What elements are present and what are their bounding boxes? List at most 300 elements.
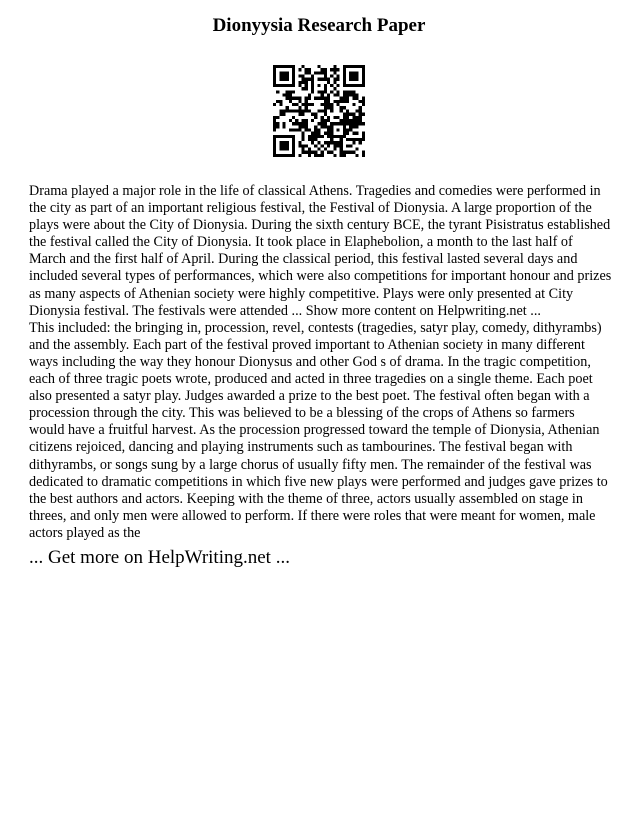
qr-module [302,65,305,68]
qr-module [346,113,349,116]
qr-module [286,109,289,112]
qr-module [333,65,336,68]
qr-module [286,71,289,74]
qr-module [311,141,314,144]
qr-module [336,141,339,144]
qr-module [359,100,362,103]
qr-module [336,135,339,138]
qr-module [321,68,324,71]
qr-module [273,154,276,157]
qr-module [295,109,298,112]
qr-module [324,78,327,81]
qr-module [359,138,362,141]
qr-module [349,113,352,116]
qr-module [321,97,324,100]
qr-module [330,141,333,144]
qr-module [311,151,314,154]
qr-module [292,81,295,84]
qr-module [327,78,330,81]
qr-module [321,154,324,157]
qr-module [321,122,324,125]
qr-module [349,128,352,131]
qr-module [359,141,362,144]
qr-module [302,119,305,122]
qr-module [355,65,358,68]
qr-module [279,109,282,112]
qr-module [302,81,305,84]
qr-module [298,109,301,112]
qr-module [352,97,355,100]
qr-module [330,151,333,154]
article-body [29,183,613,542]
qr-module [352,141,355,144]
qr-module [283,122,286,125]
qr-module [308,94,311,97]
qr-module [292,154,295,157]
qr-module [305,151,308,154]
qr-module [314,125,317,128]
qr-module [327,141,330,144]
qr-module [302,151,305,154]
qr-module [346,151,349,154]
qr-module [355,122,358,125]
qr-module [273,128,276,131]
qr-module [292,151,295,154]
qr-module [283,78,286,81]
qr-module [317,147,320,150]
qr-module [327,94,330,97]
qr-module [273,138,276,141]
qr-module [343,71,346,74]
qr-module [340,109,343,112]
qr-module [279,147,282,150]
qr-module [333,100,336,103]
qr-module [349,119,352,122]
qr-module [314,151,317,154]
qr-module [324,113,327,116]
qr-module [292,144,295,147]
qr-module [302,103,305,106]
qr-module [321,78,324,81]
qr-module [359,84,362,87]
qr-module [317,122,320,125]
qr-module [302,132,305,135]
qr-module [324,97,327,100]
qr-module [362,122,365,125]
qr-module [289,90,292,93]
qr-module [330,138,333,141]
qr-module [273,68,276,71]
qr-module [286,65,289,68]
qr-module [349,125,352,128]
qr-module [273,65,276,68]
qr-module [340,144,343,147]
qr-module [362,138,365,141]
qr-module [336,128,339,131]
qr-module [346,128,349,131]
qr-module [279,100,282,103]
qr-module [289,154,292,157]
qr-module [333,71,336,74]
qr-module [324,71,327,74]
qr-module [314,154,317,157]
qr-module [292,84,295,87]
qr-module [305,125,308,128]
qr-module [346,122,349,125]
qr-module [279,141,282,144]
qr-module [298,125,301,128]
qr-module [324,68,327,71]
qr-module [292,116,295,119]
qr-module [292,122,295,125]
qr-module [359,116,362,119]
qr-module [330,132,333,135]
qr-module [352,125,355,128]
qr-module [330,75,333,78]
qr-module [314,71,317,74]
qr-module [343,151,346,154]
qr-module [317,78,320,81]
qr-module [283,94,286,97]
qr-module [298,144,301,147]
qr-module [286,141,289,144]
qr-module [289,135,292,138]
qr-module [317,90,320,93]
qr-module [324,119,327,122]
qr-module [305,97,308,100]
qr-module [336,144,339,147]
qr-module [359,65,362,68]
qr-module [292,138,295,141]
qr-module [279,84,282,87]
qr-module [352,84,355,87]
qr-module [330,106,333,109]
qr-module [352,119,355,122]
qr-module [317,65,320,68]
qr-module [289,94,292,97]
qr-module [359,119,362,122]
qr-module [308,103,311,106]
qr-module [295,103,298,106]
qr-module [324,90,327,93]
qr-module [346,116,349,119]
qr-module [343,132,346,135]
qr-module [308,147,311,150]
qr-module [349,138,352,141]
qr-module [343,119,346,122]
qr-module [346,144,349,147]
qr-module [289,109,292,112]
qr-module [311,75,314,78]
qr-module [279,71,282,74]
qr-module [359,106,362,109]
qr-module [362,113,365,116]
qr-module [362,154,365,157]
qr-module [362,81,365,84]
qr-module [279,135,282,138]
qr-module [346,100,349,103]
qr-module [273,103,276,106]
qr-module [311,119,314,122]
qr-module [295,119,298,122]
qr-module [292,135,295,138]
qr-module [273,135,276,138]
qr-module [302,147,305,150]
qr-module [286,94,289,97]
qr-module [336,78,339,81]
qr-module [317,109,320,112]
qr-module [311,90,314,93]
qr-module [273,141,276,144]
qr-module [308,138,311,141]
qr-module [362,97,365,100]
qr-module [327,132,330,135]
qr-module [283,135,286,138]
qr-module [362,100,365,103]
qr-module [292,75,295,78]
qr-module [273,147,276,150]
qr-module [352,78,355,81]
qr-module [317,135,320,138]
qr-module [352,151,355,154]
qr-module [276,116,279,119]
qr-module [279,65,282,68]
qr-module [330,122,333,125]
qr-module [273,75,276,78]
qr-module [340,147,343,150]
qr-module [305,100,308,103]
qr-module [292,78,295,81]
qr-module [343,154,346,157]
qr-module [273,71,276,74]
qr-module [276,90,279,93]
qr-module [308,109,311,112]
qr-module [324,141,327,144]
qr-module [298,106,301,109]
qr-module [349,65,352,68]
qr-module [343,135,346,138]
qr-module [346,138,349,141]
qr-module [276,65,279,68]
qr-module [321,71,324,74]
qr-module [336,75,339,78]
qr-module [295,122,298,125]
qr-module [286,147,289,150]
qr-module [279,103,282,106]
qr-module [279,78,282,81]
qr-module [286,84,289,87]
qr-module [302,109,305,112]
qr-module [289,65,292,68]
qr-module [346,132,349,135]
qr-module [321,116,324,119]
qr-module [355,147,358,150]
qr-module [276,122,279,125]
qr-module [283,147,286,150]
qr-module [327,119,330,122]
qr-module [327,103,330,106]
qr-module [346,119,349,122]
qr-module [352,122,355,125]
qr-module [279,75,282,78]
qr-module [298,81,301,84]
qr-module [362,65,365,68]
qr-module [346,65,349,68]
qr-module [359,122,362,125]
qr-module [333,94,336,97]
qr-module [314,116,317,119]
qr-module [289,128,292,131]
qr-module [343,90,346,93]
qr-module [311,78,314,81]
qr-module [302,87,305,90]
qr-module [289,97,292,100]
qr-module [346,90,349,93]
qr-module [343,125,346,128]
qr-module [286,78,289,81]
qr-module [305,68,308,71]
qr-module [343,84,346,87]
qr-module [314,144,317,147]
qr-module [283,75,286,78]
qr-module [355,125,358,128]
qr-module [355,78,358,81]
qr-module [352,138,355,141]
qr-module [333,154,336,157]
qr-module [343,65,346,68]
qr-module [349,144,352,147]
qr-module [286,106,289,109]
qr-module [362,103,365,106]
qr-module [336,84,339,87]
qr-module [346,84,349,87]
qr-module [302,144,305,147]
qr-module [340,119,343,122]
qr-module [311,103,314,106]
qr-module [276,125,279,128]
qr-module [305,87,308,90]
qr-module [289,119,292,122]
qr-module [346,97,349,100]
qr-module [359,109,362,112]
qr-module [333,78,336,81]
qr-module [273,144,276,147]
qr-module [302,78,305,81]
qr-module [305,106,308,109]
qr-module [305,103,308,106]
qr-module [324,84,327,87]
qr-module [352,94,355,97]
qr-module [298,141,301,144]
qr-module [355,71,358,74]
qr-module [333,135,336,138]
paragraph-1: Drama played a major role in the life of classical Athens. Tragedies and comedies were performed in the city as part of an important religious festival, the Festival of Dionysia. A large proportion of the plays were about the City of Dionysia. During the sixth century BCE, the tyrant Pisistratus established the festival called the City of Dionysia. It took place in Elaphebolion, a month to the last half of March and the first half of April. During the classical period, this festival lasted several days and included several types of performances, which were also competitions for important honour and prizes as many aspects of Athenian society were highly competitive. Plays were only presented at City Dionysia festival. The festivals were attended ... Show more content on Helpwriting.net ... [29,183,612,319]
qr-module [336,68,339,71]
qr-module [340,154,343,157]
qr-module [321,94,324,97]
qr-module [317,84,320,87]
qr-module [340,141,343,144]
qr-module [333,141,336,144]
qr-module [340,106,343,109]
qr-module [352,75,355,78]
qr-module [362,135,365,138]
qr-module [302,135,305,138]
qr-module [311,113,314,116]
qr-module [292,141,295,144]
qr-module [308,71,311,74]
qr-module [340,151,343,154]
qr-module [355,75,358,78]
qr-module [292,128,295,131]
qr-module [352,90,355,93]
qr-module [359,113,362,116]
qr-module [343,81,346,84]
qr-module [314,113,317,116]
qr-module [314,97,317,100]
qr-module [302,125,305,128]
qr-module [343,116,346,119]
get-more-link[interactable]: ... Get more on HelpWriting.net ... [29,547,290,568]
qr-module [308,128,311,131]
qr-module [286,75,289,78]
qr-module [327,144,330,147]
qr-module [305,71,308,74]
qr-module [343,128,346,131]
qr-module [362,151,365,154]
qr-module [305,109,308,112]
qr-module [283,154,286,157]
qr-module [308,68,311,71]
qr-module [305,119,308,122]
qr-module [283,125,286,128]
qr-module [333,68,336,71]
qr-module [352,113,355,116]
qr-code-graphic [273,65,365,157]
qr-module [311,135,314,138]
qr-module [289,100,292,103]
qr-module [302,75,305,78]
qr-module [298,154,301,157]
qr-module [333,116,336,119]
qr-module [327,151,330,154]
qr-module [298,75,301,78]
qr-module [308,78,311,81]
qr-module [295,97,298,100]
qr-module [311,138,314,141]
qr-module [311,132,314,135]
qr-module [362,75,365,78]
qr-module [333,122,336,125]
qr-module [302,138,305,141]
qr-module [283,84,286,87]
page-title: Dionyysia Research Paper [212,15,426,36]
qr-module [273,116,276,119]
qr-module [336,116,339,119]
qr-module [321,125,324,128]
qr-module [362,84,365,87]
qr-module [352,71,355,74]
qr-module [317,128,320,131]
qr-module [314,138,317,141]
qr-module [273,84,276,87]
qr-module [295,128,298,131]
qr-module [292,65,295,68]
qr-module [340,135,343,138]
qr-module [314,128,317,131]
qr-module [349,94,352,97]
qr-module [321,90,324,93]
